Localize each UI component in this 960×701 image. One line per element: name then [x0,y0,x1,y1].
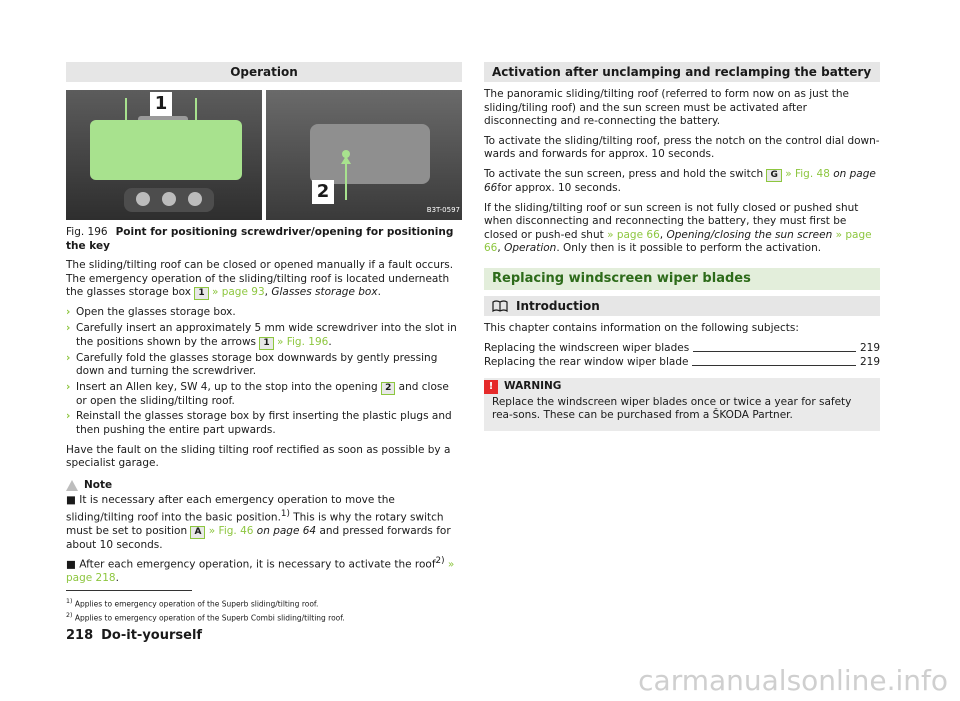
step-arrow-icon: › [66,380,71,393]
key-arrow-icon [266,90,462,220]
right-column [484,62,880,431]
page-link[interactable]: » page 66 [607,228,660,241]
warning-heading: ! WARNING [484,378,872,396]
step-arrow-icon: › [66,306,71,319]
footnote-rule [66,590,192,591]
key-badge-2: 2 [381,382,395,395]
paragraph: If the sliding/tilting roof or sun screen is not fully closed or pushed shut when disconnecting and reconnecting the battery, they must first be closed or push-ed shut » page 66, Opening/closing the sun screen » page 66, Operation. Only then is it possible to perform the activation. [484,201,872,255]
page-link[interactable]: » page 93 [208,286,265,299]
paragraph: The panoramic sliding/tilting roof (referred to form now on as just the sliding/tiling roof) and the sun screen must be activated after disconnecting and re-connecting the battery. [484,88,849,128]
section-heading: Replacing windscreen wiper blades [484,268,880,290]
list-item: › Carefully fold the glasses storage box downwards by gently pressing down and turning the screwdriver. [66,351,438,378]
list-item: › Insert an Allen key, SW 4, up to the stop into the opening 2 and close or open the sliding/tilting roof. [66,380,449,407]
figure-code: B3T-0597 [426,206,460,215]
toc-item[interactable]: Replacing the windscreen wiper blades 219 [484,341,880,354]
figure-link[interactable]: » Fig. 46 [205,525,254,537]
footnote: $^{1)}$ Applies to emergency operation of the Superb sliding/tilting roof. [66,598,319,609]
activation-header: Activation after unclamping and reclamping the battery [484,62,880,82]
figure-caption-text: Point for positioning screwdriver/opening for positioning the key [66,226,454,252]
list-item: › Open the glasses storage box. [66,306,236,319]
outro-paragraph: Have the fault on the sliding tilting roof rectified as soon as possible by a specialist garage. [66,443,451,470]
note-heading: Note [66,479,462,493]
figure-caption [66,226,462,253]
note-bullet: ■ After each emergency operation, it is necessary to activate the roof$^{2)}$ » page 218. [66,555,455,584]
watermark: carmanualsonline.info [638,664,948,697]
list-item: › Carefully insert an approximately 5 mm wide screwdriver into the slot in the positions shown by the arrows 1 » Fig. 196. [66,321,457,348]
footnotes [66,596,486,623]
steps-list [66,306,462,437]
toc-item[interactable]: Replacing the rear window wiper blade 219 [484,355,880,368]
operation-header: Operation [66,62,462,82]
book-icon [492,300,508,312]
figure-link[interactable]: » Fig. 48 [781,167,830,180]
figure-number: Fig. 196 [66,226,108,238]
toc-list [484,342,880,370]
step-arrow-icon: › [66,410,71,423]
glasses-box-photo [66,90,262,220]
note-bullet: ■ It is necessary after each emergency operation to move the sliding/tilting roof into the basic position.$^{1)}$ This is why the rotary switch must be set to position A » Fig. 46 on page 64 and pressed forwards for about 10 seconds. [66,494,451,551]
key-badge-1: 1 [259,337,273,350]
key-badge-1: 1 [194,287,208,300]
intro-paragraph: The sliding/tilting roof can be closed or opened manually if a fault occurs. The emergency operation of the sliding/tilting roof is located underneath the glasses storage box 1 » page 93, Glasses storage box. [66,259,454,299]
mechanism-photo [266,90,462,220]
paragraph: To activate the sun screen, press and hold the switch G » Fig. 48 on page 66for approx. 10 seconds. [484,167,876,194]
step-arrow-icon: › [66,351,71,364]
key-badge-a: A [190,526,205,539]
page-link[interactable]: » page 218 [66,558,455,584]
introduction-heading: Introduction [484,296,880,316]
note-icon [66,480,78,491]
marker-1: 1 [150,92,172,116]
warning-icon: ! [484,380,498,394]
warning-text: Replace the windscreen wiper blades once or twice a year for safety rea-sons. These can be purchased from a ŠKODA Partner. [492,395,852,422]
warning-box [484,378,880,431]
list-item: › Reinstall the glasses storage box by first inserting the plastic plugs and then pushing the entire part upwards. [66,410,452,436]
key-badge-g: G [766,169,781,182]
marker-2: 2 [312,180,334,204]
page-number: 218 [66,628,94,643]
paragraph: To activate the sliding/tilting roof, press the notch on the control dial down-wards and forwards for approx. 10 seconds. [484,134,880,161]
footnote: $^{2)}$ Applies to emergency operation of the Superb Combi sliding/tilting roof. [66,611,345,622]
left-column [66,62,462,587]
figure-196 [66,90,462,220]
figure-link[interactable]: » Fig. 196 [273,335,329,348]
page-footer [66,628,202,643]
toc-intro: This chapter contains information on the following subjects: [484,321,799,334]
chapter-name: Do-it-yourself [101,628,203,643]
step-arrow-icon: › [66,321,71,334]
page-link[interactable]: » page 66 [484,228,872,255]
